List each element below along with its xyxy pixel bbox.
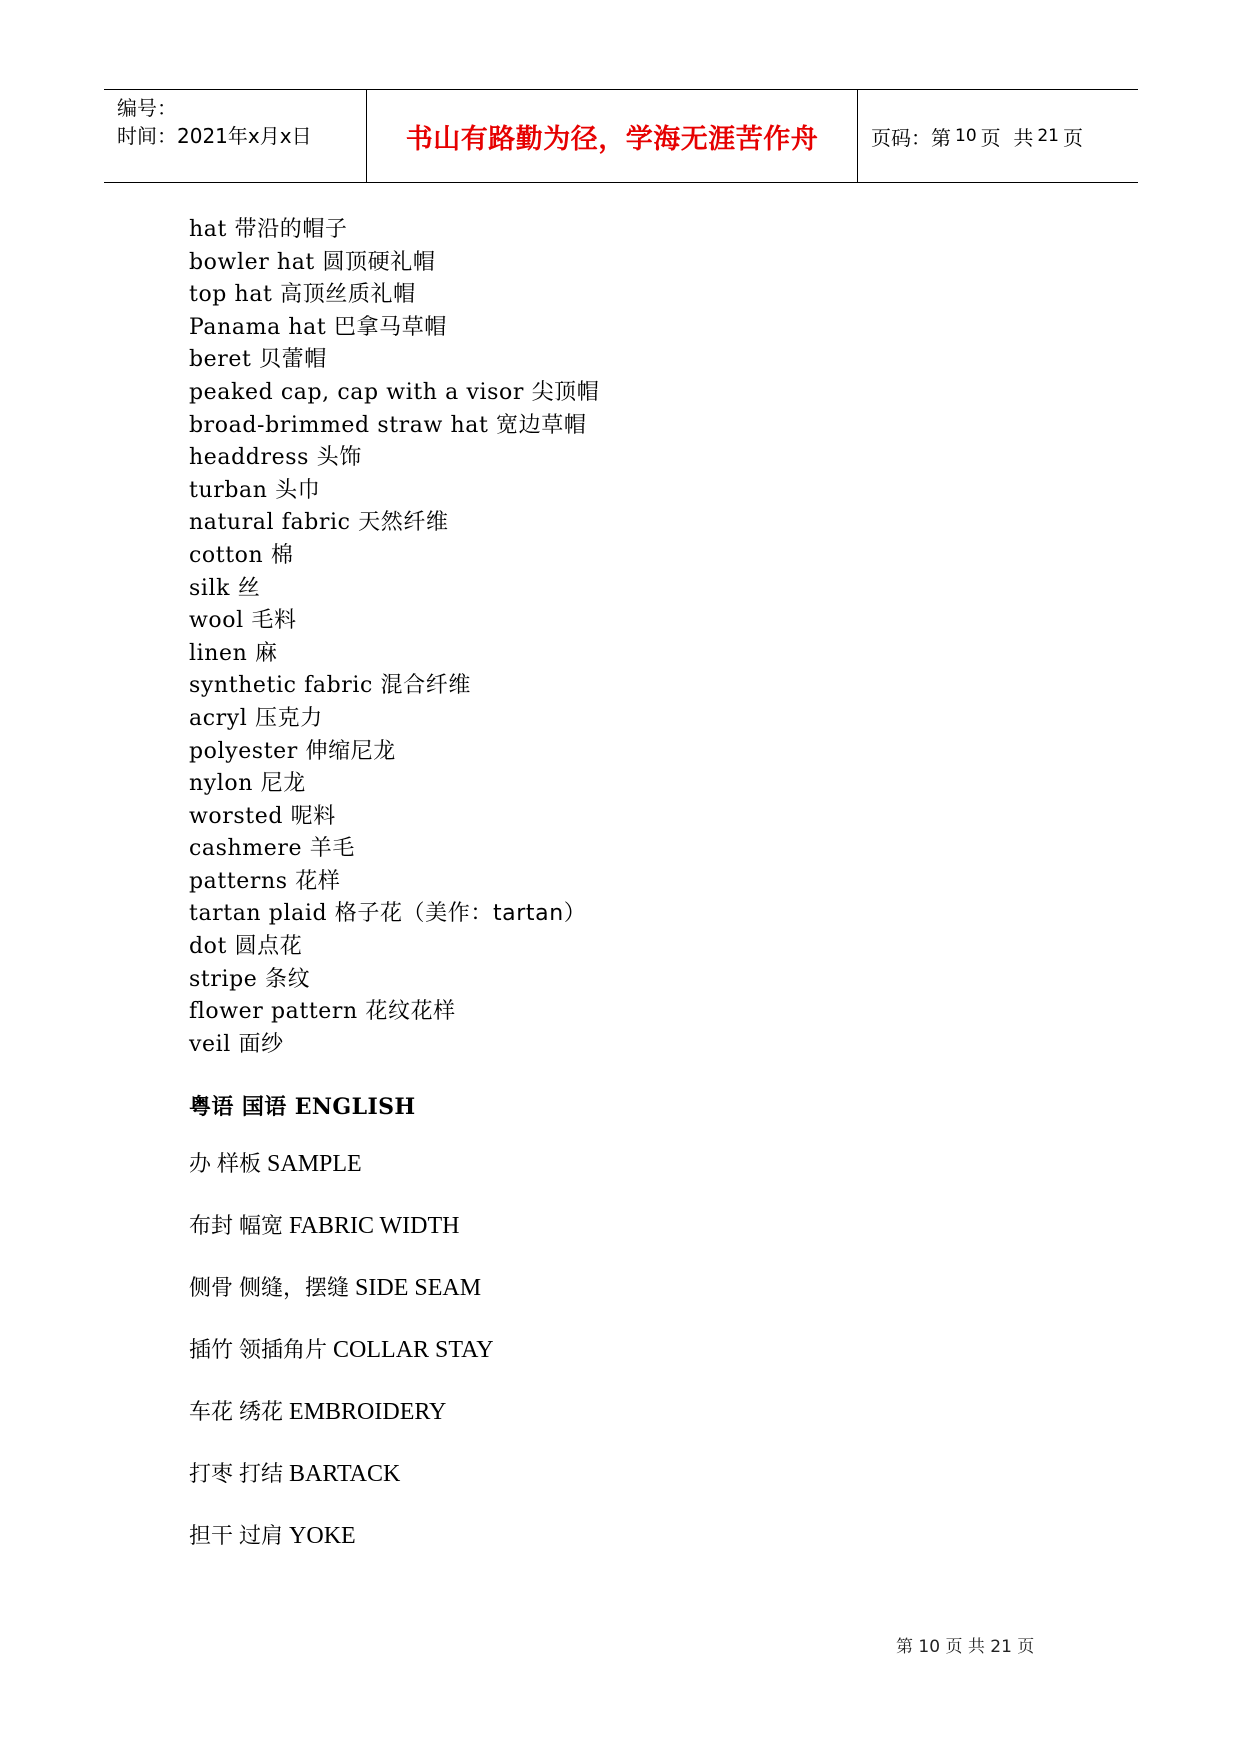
vocab-english: peaked cap, cap with a visor — [189, 379, 524, 405]
glossary-english: BARTACK — [289, 1461, 401, 1487]
vocab-chinese: 圆点花 — [234, 934, 303, 960]
vocab-chinese: 巴拿马草帽 — [333, 314, 447, 340]
glossary-cantonese: 打枣 — [189, 1462, 234, 1487]
vocab-item — [189, 670, 599, 703]
vocab-english: Panama hat — [189, 314, 327, 340]
vocab-chinese: 贝蕾帽 — [259, 347, 327, 373]
vocab-item — [189, 573, 599, 606]
vocab-chinese: 呢料 — [290, 803, 336, 829]
vocab-item — [189, 605, 599, 638]
vocab-item — [189, 410, 599, 443]
header-meta-cell — [104, 90, 367, 182]
vocab-chinese: 高顶丝质礼帽 — [280, 282, 416, 308]
vocab-english: natural fabric — [189, 510, 351, 536]
vocab-chinese: 毛料 — [251, 608, 297, 634]
vocab-item — [189, 833, 599, 866]
vocabulary-list — [189, 214, 599, 1061]
glossary-mandarin: 幅宽 — [239, 1214, 284, 1239]
glossary-row — [189, 1460, 494, 1522]
glossary-english: SAMPLE — [267, 1151, 362, 1177]
vocab-chinese: 头饰 — [316, 445, 362, 471]
vocab-english: top hat — [189, 282, 273, 308]
glossary-english: COLLAR STAY — [333, 1337, 494, 1363]
vocab-item — [189, 442, 599, 475]
vocab-chinese: 格子花（美作：tartan） — [334, 901, 587, 927]
page-footer: 第 10 页 共 21 页 — [896, 1637, 1035, 1657]
vocab-chinese: 头巾 — [275, 477, 321, 503]
vocab-english: dot — [189, 934, 227, 960]
vocab-english: wool — [189, 608, 244, 634]
glossary-mandarin: 领插角片 — [239, 1338, 328, 1363]
vocab-item — [189, 964, 599, 997]
glossary-mandarin: 过肩 — [239, 1524, 284, 1549]
vocab-item — [189, 214, 599, 247]
vocab-chinese: 面纱 — [238, 1031, 284, 1057]
vocab-chinese: 麻 — [255, 640, 278, 666]
vocab-item — [189, 540, 599, 573]
vocab-english: acryl — [189, 705, 248, 731]
glossary-row — [189, 1212, 494, 1274]
vocab-english: tartan plaid — [189, 901, 328, 927]
vocab-english: broad-brimmed straw hat — [189, 412, 489, 438]
vocab-item — [189, 344, 599, 377]
vocab-english: silk — [189, 575, 231, 601]
vocab-chinese: 条纹 — [264, 966, 311, 992]
vocab-item — [189, 866, 599, 899]
vocab-english: synthetic fabric — [189, 673, 373, 699]
document-number-label: 编号： — [117, 96, 177, 120]
vocab-english: hat — [189, 217, 227, 242]
vocab-chinese: 圆顶硬礼帽 — [322, 249, 436, 275]
vocab-chinese: 天然纤维 — [358, 510, 449, 536]
glossary-english: FABRIC WIDTH — [289, 1213, 460, 1239]
vocab-item — [189, 312, 599, 345]
vocab-chinese: 丝 — [237, 575, 261, 601]
glossary-mandarin: 打结 — [239, 1462, 284, 1487]
vocab-english: bowler hat — [189, 249, 315, 275]
glossary-row — [189, 1522, 494, 1584]
glossary-row — [189, 1274, 494, 1336]
vocab-chinese: 羊毛 — [309, 836, 355, 862]
document-time: 时间：2021年x月x日 — [117, 124, 312, 148]
glossary-cantonese: 侧骨 — [189, 1276, 234, 1301]
vocab-english: polyester — [189, 738, 298, 764]
vocab-chinese: 伸缩尼龙 — [305, 738, 396, 764]
vocab-item — [189, 996, 599, 1029]
vocab-chinese: 混合纤维 — [380, 673, 471, 699]
vocab-chinese: 尼龙 — [260, 771, 306, 797]
page-header — [104, 89, 1138, 183]
vocab-item — [189, 638, 599, 671]
vocab-item — [189, 898, 599, 931]
header-page-suffix: 页 — [1063, 125, 1083, 150]
vocab-english: headdress — [189, 445, 309, 471]
header-page-prefix: 页码：第 — [871, 125, 951, 150]
header-motto: 书山有路勤为径，学海无涯苦作舟 — [405, 123, 819, 155]
header-page-cell — [858, 90, 1138, 182]
vocab-english: worsted — [189, 803, 284, 829]
glossary-cantonese: 担干 — [189, 1524, 234, 1549]
vocab-chinese: 带沿的帽子 — [234, 217, 348, 242]
vocab-item — [189, 377, 599, 410]
vocab-item — [189, 801, 599, 834]
vocab-chinese: 花纹花样 — [365, 999, 456, 1025]
vocab-english: cashmere — [189, 836, 303, 862]
header-motto-cell — [367, 90, 858, 182]
glossary-row — [189, 1336, 494, 1398]
glossary-cantonese: 插竹 — [189, 1338, 234, 1363]
vocab-english: cotton — [189, 542, 264, 568]
glossary-list — [189, 1150, 494, 1584]
vocab-chinese: 压克力 — [255, 705, 323, 731]
vocab-english: linen — [189, 640, 248, 666]
glossary-english: SIDE SEAM — [355, 1275, 482, 1301]
vocab-english: beret — [189, 347, 252, 373]
glossary-mandarin: 样板 — [217, 1152, 262, 1177]
vocab-chinese: 棉 — [270, 542, 294, 568]
vocab-english: patterns — [189, 868, 288, 894]
vocab-english: flower pattern — [189, 999, 358, 1025]
glossary-row — [189, 1150, 494, 1212]
glossary-mandarin: 侧缝，摆缝 — [239, 1276, 350, 1301]
glossary-row — [189, 1398, 494, 1460]
header-page-total: 21 — [1037, 126, 1059, 146]
vocab-item — [189, 931, 599, 964]
vocab-item — [189, 279, 599, 312]
glossary-english: EMBROIDERY — [289, 1399, 447, 1425]
glossary-heading: 粤语 国语 ENGLISH — [189, 1094, 416, 1120]
vocab-english: turban — [189, 477, 268, 503]
vocab-item — [189, 703, 599, 736]
vocab-item — [189, 475, 599, 508]
vocab-english: nylon — [189, 771, 254, 797]
vocab-item — [189, 768, 599, 801]
glossary-english: YOKE — [289, 1523, 356, 1549]
vocab-item — [189, 1029, 599, 1062]
glossary-cantonese: 布封 — [189, 1214, 234, 1239]
vocab-english: stripe — [189, 966, 258, 992]
header-page-middle: 页 共 — [980, 125, 1034, 150]
vocab-item — [189, 247, 599, 280]
header-page-current: 10 — [955, 126, 977, 146]
vocab-english: veil — [189, 1031, 231, 1057]
vocab-chinese: 宽边草帽 — [496, 412, 587, 438]
glossary-mandarin: 绣花 — [239, 1400, 284, 1425]
glossary-cantonese: 办 — [189, 1152, 212, 1177]
vocab-chinese: 花样 — [295, 868, 341, 894]
glossary-cantonese: 车花 — [189, 1400, 234, 1425]
vocab-item — [189, 507, 599, 540]
vocab-chinese: 尖顶帽 — [531, 379, 600, 405]
vocab-item — [189, 736, 599, 769]
